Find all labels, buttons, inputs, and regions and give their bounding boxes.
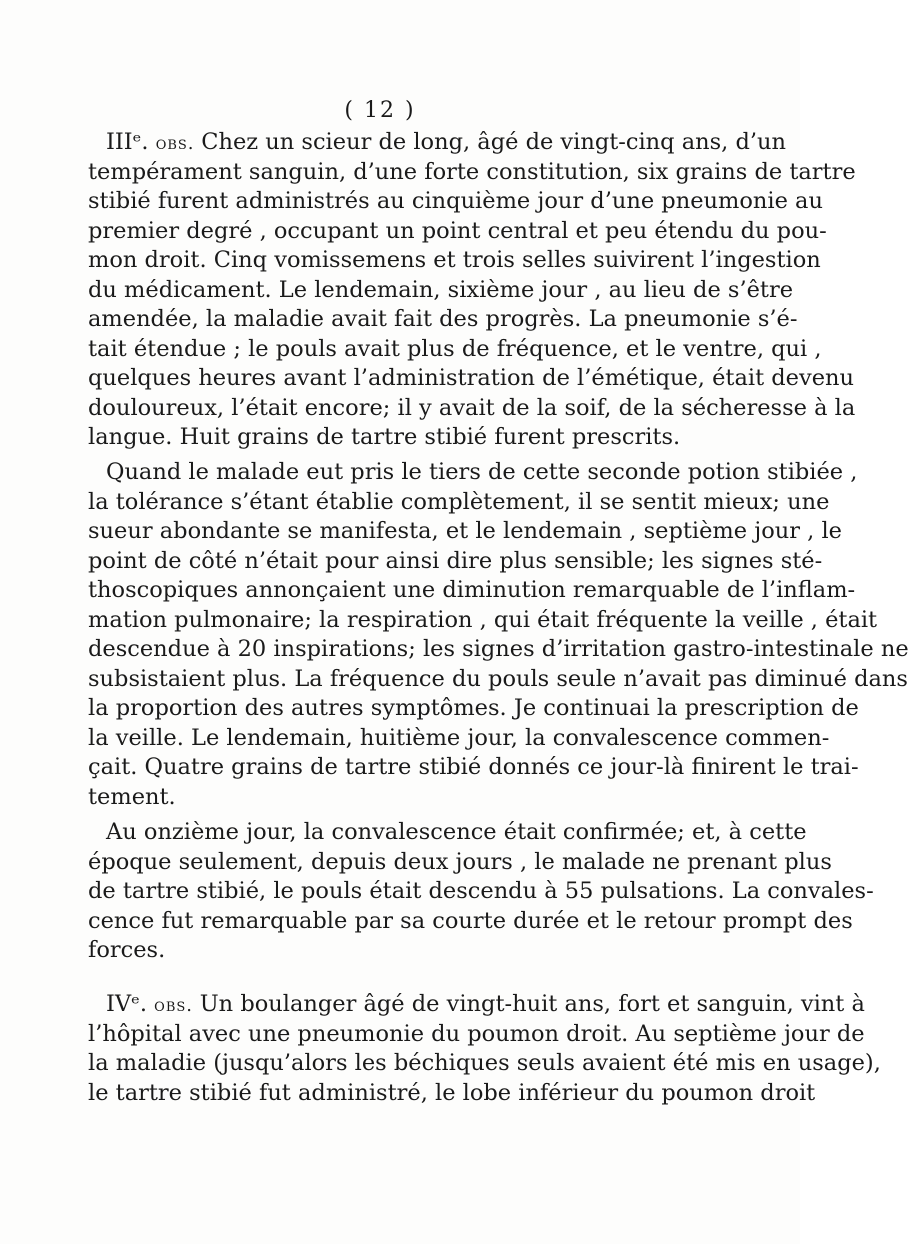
line-text: tement. — [88, 783, 176, 810]
text-line — [88, 187, 823, 217]
text-line — [88, 606, 878, 636]
text-line — [88, 517, 842, 547]
text-line — [88, 724, 830, 754]
text-line — [88, 276, 794, 306]
text-line — [88, 246, 821, 276]
line-text: du médicament. Le lendemain, sixième jour , au lieu de s’être — [88, 276, 794, 303]
line-text: mation pulmonaire; la respiration , qui était fréquente la veille , était — [88, 606, 878, 633]
line-text: langue. Huit grains de tartre stibié furent prescrits. — [88, 424, 681, 450]
text-line — [88, 848, 832, 878]
text-line — [106, 990, 865, 1020]
text-line — [106, 458, 858, 488]
text-line — [88, 423, 703, 453]
text-line — [88, 547, 823, 577]
line-text: l’hôpital avec une pneumonie du poumon droit. Au septième jour de — [88, 1020, 865, 1047]
line-text: tait étendue ; le pouls avait plus de fréquence, et le ventre, qui , — [88, 335, 822, 362]
line-text: Au onzième jour, la convalescence était confirmée; et, à cette — [106, 819, 807, 845]
observation-abbreviation: obs. — [154, 995, 200, 1016]
text-line — [88, 665, 908, 695]
text-line — [88, 488, 830, 518]
line-text: de tartre stibié, le pouls était descendu à 55 pulsations. La convales- — [88, 878, 874, 904]
line-text: Quand le malade eut pris le tiers de cette seconde potion stibiée , — [106, 459, 858, 485]
line-text: la maladie (jusqu’alors les béchiques seuls avaient été mis en usage), — [88, 1050, 881, 1076]
text-line — [88, 1049, 881, 1079]
text-line — [88, 753, 859, 783]
line-text: cence fut remarquable par sa courte durée et le retour prompt des — [88, 907, 853, 934]
text-line — [88, 1020, 865, 1050]
text-line — [88, 158, 856, 188]
text-line — [88, 394, 856, 424]
observation-abbreviation: obs. — [155, 133, 202, 154]
line-text: thoscopiques annonçaient une diminution remarquable de l’inflam- — [88, 577, 856, 603]
text-line — [88, 305, 798, 335]
text-line — [88, 576, 856, 606]
line-text: stibié furent administrés au cinquième jour d’une pneumonie au — [88, 188, 823, 214]
text-line — [88, 1079, 816, 1109]
text-line — [106, 128, 787, 158]
text-line — [88, 364, 854, 394]
line-text: mon droit. Cinq vomissemens et trois selles suivirent l’ingestion — [88, 247, 821, 273]
observation-number: IVᵉ. — [106, 991, 155, 1017]
line-text: la veille. Le lendemain, huitième jour, la convalescence commen- — [88, 724, 830, 751]
text-line — [88, 335, 822, 365]
text-line — [88, 694, 859, 724]
text-line — [88, 936, 703, 966]
line-text: Un boulanger âgé de vingt-huit ans, fort et sanguin, vint à — [199, 991, 865, 1017]
line-text: amendée, la maladie avait fait des progrès. La pneumonie s’é- — [88, 306, 798, 332]
line-text: Chez un scieur de long, âgé de vingt-cinq ans, d’un — [201, 129, 787, 155]
line-text: çait. Quatre grains de tartre stibié donnés ce jour-là finirent le trai- — [88, 754, 859, 780]
line-text: premier degré , occupant un point central et peu étendu du pou- — [88, 217, 827, 244]
line-text: sueur abondante se manifesta, et le lendemain , septième jour , le — [88, 518, 842, 544]
line-text: tempérament sanguin, d’une forte constitution, six grains de tartre — [88, 158, 856, 185]
line-text: la proportion des autres symptômes. Je continuai la prescription de — [88, 695, 859, 721]
text-line — [106, 818, 807, 848]
line-text: quelques heures avant l’administration de l’émétique, était devenu — [88, 365, 854, 391]
text-line — [88, 783, 703, 813]
text-line — [88, 877, 874, 907]
page-number: ( 12 ) — [344, 98, 416, 123]
text-line — [88, 907, 853, 937]
observation-number: IIIᵉ. — [106, 129, 156, 155]
line-text: descendue à 20 inspirations; les signes d’irritation gastro-intestinale ne — [88, 636, 909, 662]
line-text: forces. — [88, 937, 166, 963]
text-line — [88, 217, 827, 247]
line-text: époque seulement, depuis deux jours , le malade ne prenant plus — [88, 848, 832, 875]
line-text: subsistaient plus. La fréquence du pouls seule n’avait pas diminué dans — [88, 665, 908, 692]
text-line — [88, 635, 909, 665]
line-text: le tartre stibié fut administré, le lobe inférieur du poumon droit — [88, 1079, 816, 1106]
line-text: point de côté n’était pour ainsi dire plus sensible; les signes sté- — [88, 547, 823, 574]
line-text: douloureux, l’était encore; il y avait de la soif, de la sécheresse à la — [88, 394, 856, 421]
line-text: la tolérance s’étant établie complètement, il se sentit mieux; une — [88, 488, 830, 515]
